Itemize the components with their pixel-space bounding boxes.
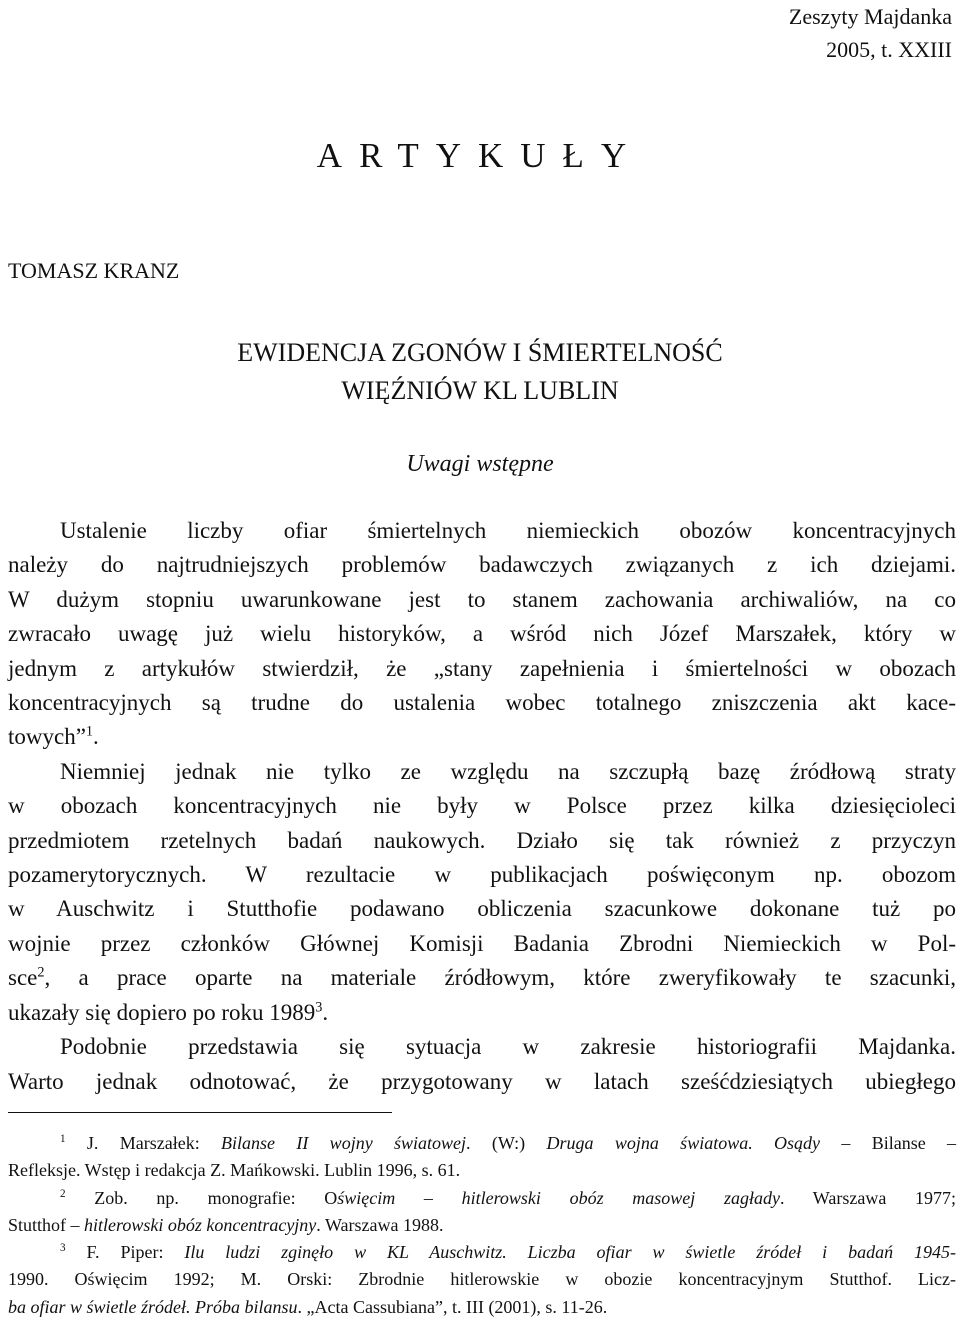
footnote-ref-3: 3: [315, 999, 323, 1016]
body-line: Warto jednak odnotować, że przygotowany w latach sześćdziesiątych ubiegłego: [8, 1068, 956, 1094]
footnote-2: [8, 1185, 956, 1212]
footnotes: [8, 1130, 956, 1321]
footnote-text: . „Acta Cassubiana”, t. III (2001), s. 11-26.: [297, 1296, 608, 1317]
footnote-text: J. Marszałek:: [65, 1133, 222, 1153]
body-line: [8, 720, 956, 754]
body-text-span: .: [93, 724, 99, 750]
body-line: zwracało uwagę już wielu historyków, a wśród nich Józef Marszałek, który w: [8, 621, 956, 647]
footnote-ref-2: 2: [37, 964, 45, 981]
footnote-title: ba ofiar w świetle źródeł. Próba bilansu: [8, 1296, 298, 1317]
body-text-span: ukazały się dopiero po roku 1989: [8, 999, 316, 1025]
footnote-separator: [8, 1112, 392, 1113]
footnote-text: . (W:): [466, 1133, 547, 1153]
footnote-text: . Warszawa 1988.: [316, 1214, 444, 1235]
article-title-line-2: WIĘŹNIÓW KL LUBLIN: [341, 376, 619, 405]
body-line: jednym z artykułów stwierdził, że „stany zapełnienia i śmiertelności w obozach: [8, 655, 956, 681]
footnote-1: [8, 1130, 956, 1157]
footnote-title: Ilu ludzi zginęło w KL Auschwitz. Liczba ofiar w świetle źródeł i badań 1945-: [184, 1242, 956, 1263]
body-line: W dużym stopniu uwarunkowane jest to stanem zachowania archiwaliów, na co: [8, 586, 956, 612]
section-title: ARTYKUŁY: [316, 136, 644, 175]
body-line: Podobnie przedstawia się sytuacja w zakresie historiografii Majdanka.: [60, 1034, 956, 1060]
article-subtitle: Uwagi wstępne: [406, 451, 554, 477]
author-name: TOMASZ KRANZ: [8, 258, 180, 283]
journal-header: [789, 0, 952, 66]
body-text-span: .: [322, 999, 329, 1025]
article-title: [0, 334, 960, 410]
footnote-text: – Bilanse –: [820, 1133, 957, 1153]
footnote-text: Zob. np. monografie: O: [65, 1187, 338, 1208]
body-line: przedmiotem rzetelnych badań naukowych. Działo się tak również z przyczyn: [8, 827, 956, 853]
journal-name: Zeszyty Majdanka: [788, 4, 952, 29]
footnote-1-continued: Refleksje. Wstęp i redakcja Z. Mańkowski. Lublin 1996, s. 61.: [8, 1160, 461, 1181]
body-text: [8, 514, 956, 1099]
body-line: należy do najtrudniejszych problemów badawczych związanych z ich dziejami.: [8, 552, 956, 578]
footnote-2-continued: [8, 1212, 956, 1239]
footnote-3: [8, 1239, 956, 1266]
footnote-3-continued: 1990. Oświęcim 1992; M. Orski: Zbrodnie hitlerowskie w obozie koncentracyjnym Stutthof. Licz-: [8, 1269, 956, 1290]
body-line: koncentracyjnych są trudne do ustalenia wobec totalnego zniszczenia akt kace-: [8, 690, 956, 716]
footnote-3-continued: [8, 1294, 956, 1321]
body-line: [8, 996, 956, 1030]
footnote-title: święcim – hitlerowski obóz masowej zagłady: [337, 1187, 780, 1208]
body-line: w obozach koncentracyjnych nie były w Polsce przez kilka dziesięcioleci: [8, 793, 956, 819]
footnote-text: Stutthof –: [8, 1214, 85, 1235]
body-line: w Auschwitz i Stutthofie podawano obliczenia szacunkowe dokonane tuż po: [8, 896, 956, 922]
footnote-text: F. Piper:: [65, 1242, 185, 1263]
body-line: Niemniej jednak nie tylko ze względu na szczupłą bazę źródłową straty: [60, 758, 956, 784]
footnote-number: 1: [60, 1133, 66, 1145]
footnote-title: Druga wojna światowa. Osądy: [546, 1133, 821, 1153]
footnote-title: hitlerowski obóz koncentracyjny: [84, 1214, 317, 1235]
footnote-title: Bilanse II wojny światowej: [221, 1133, 467, 1153]
body-line: pozamerytorycznych. W rezultacie w publikacjach poświęconym np. obozom: [8, 862, 956, 888]
body-line: wojnie przez członków Głównej Komisji Badania Zbrodni Niemieckich w Pol-: [8, 930, 956, 956]
body-line: [8, 961, 956, 995]
footnote-number: 3: [60, 1242, 66, 1255]
article-title-line-1: EWIDENCJA ZGONÓW I ŚMIERTELNOŚĆ: [237, 338, 723, 367]
journal-volume: 2005, t. XXIII: [826, 37, 952, 62]
footnote-text: . Warszawa 1977;: [779, 1187, 956, 1208]
footnote-ref-1: 1: [85, 723, 94, 740]
body-line: Ustalenie liczby ofiar śmiertelnych niemieckich obozów koncentracyjnych: [60, 518, 956, 543]
body-text-span: , a prace oparte na materiale źródłowym, które zweryfikowały te szacunki,: [44, 965, 956, 991]
body-text-span: sce: [8, 965, 38, 991]
footnote-number: 2: [60, 1187, 66, 1200]
body-text-span: towych”: [8, 724, 86, 750]
